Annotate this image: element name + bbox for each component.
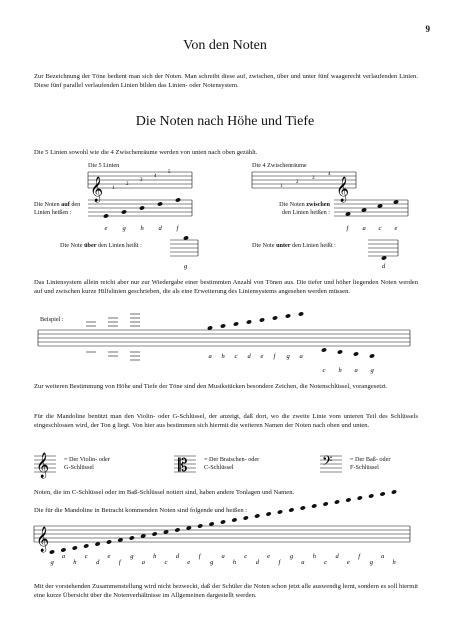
note-name: d [175, 553, 180, 560]
line-number: 3 [140, 178, 143, 183]
alto-clef-icon: 𝄡 [178, 456, 188, 475]
note-name: a [299, 353, 303, 360]
line-number: 1 [112, 186, 115, 191]
note-head [49, 549, 55, 554]
note-name: f [273, 353, 276, 360]
space-number: 2 [296, 180, 299, 185]
note-name: a [354, 367, 358, 374]
mandolin-paragraph: Für die Mandoline benützt man den Violin- oder G-Schlüssel, der anzeigt, daß dort, wo die zweite Linie vom unteren Teil des Schlüssels eingeschlossen wird, der Ton g liegt. Von hier aus bestimmen sich hiermit die weiteren Namen der Noten nach oben und unten. [34, 413, 418, 429]
note-head [285, 313, 291, 318]
note-name: c [164, 559, 168, 566]
treble-clef-icon: 𝄞 [36, 526, 50, 551]
note-head [129, 535, 135, 540]
space-number: 1 [280, 184, 283, 189]
note-name: d [96, 559, 100, 566]
note-heads [49, 197, 399, 554]
note-name: e [260, 353, 264, 360]
note-name: g [50, 559, 54, 566]
clef-paragraph: Zur weiteren Bestimmung von Höhe und Tiefe der Töne sind den Musikstücken besondere Zeichen, die Notenschlüssel, vorangesetzt. [34, 383, 388, 390]
note-name: h [338, 367, 342, 374]
note-head [139, 205, 145, 210]
note-name: h [221, 353, 225, 360]
note-head [220, 323, 226, 328]
line-number: 5 [168, 170, 171, 175]
note-head [72, 545, 78, 550]
note-name: g [130, 553, 134, 560]
note-name: g [289, 553, 294, 560]
note-name: f [118, 559, 121, 566]
note-name: c [244, 553, 248, 560]
space-number: 3 [312, 176, 315, 181]
note-name: e [346, 559, 350, 566]
note-head [197, 523, 203, 528]
note-name: g [122, 225, 126, 232]
note-name: g [184, 263, 188, 270]
note-head [152, 531, 158, 536]
note-head [103, 213, 109, 218]
note-name: c [322, 367, 326, 374]
note-name: f [278, 559, 281, 566]
alto-clef-caption: = Der Bratschen- oder C-Schlüssel [204, 456, 260, 471]
note-head [321, 347, 327, 352]
mandolin-notes-label: Die für die Mandoline in Betracht kommenden Noten sind folgende und heißen : [34, 507, 248, 514]
note-head [259, 317, 265, 322]
treble-clef-icon: 𝄞 [90, 176, 104, 201]
note-head [157, 201, 163, 206]
treble-clef-icon: 𝄞 [36, 452, 50, 477]
note-head [345, 497, 351, 502]
note-name: a [61, 553, 66, 560]
bass-clef-icon: 𝄢 [322, 455, 333, 472]
note-name: f [358, 553, 361, 560]
note-name: h [153, 553, 157, 560]
note-name: a [141, 559, 145, 566]
note-head [298, 311, 304, 316]
note-name: e [104, 225, 108, 232]
other-clefs-paragraph: Noten, die im C-Schlüssel oder im Baß-Schlüssel notiert sind, haben andere Tonlagen und Namen. [34, 489, 295, 496]
note-head [334, 499, 340, 504]
note-name: d [158, 225, 162, 232]
ledger-paragraph: Das Liniensystem allein reicht aber nur zur Wiedergabe einer bestimmten Anzahl von Tönen aus. Die tiefer und höher liegenden Noten werden auf und zwischen kurze Hilfslinien geschrieben, die als eine Erweiterung des Liniensystems angesehen werden müssen. [34, 279, 418, 295]
notes-between-label: Die Noten zwischen den Linien heißen : [279, 201, 330, 216]
space-number: 4 [328, 172, 331, 177]
note-head [174, 527, 180, 532]
note-head [246, 319, 252, 324]
note-head [106, 539, 112, 544]
note-name: g [370, 367, 374, 374]
note-name: e [107, 553, 111, 560]
mandolin-range-staff [34, 526, 410, 542]
note-name: h [73, 559, 77, 566]
note-head [220, 519, 226, 524]
note-head [175, 197, 181, 202]
note-head [243, 515, 249, 520]
staff-lines-label: Die 5 Linien [88, 162, 120, 169]
staff-note-above [170, 240, 198, 256]
note-above-label: Die Note über den Linien heißt : [60, 242, 142, 249]
staff-note-below [368, 240, 398, 256]
line-number: 2 [126, 182, 129, 187]
note-name: e [394, 225, 398, 232]
note-name: a [301, 559, 305, 566]
staff-spaces-label: Die 4 Zwischenräume [252, 162, 307, 169]
note-name: d [247, 353, 251, 360]
note-name: c [234, 353, 238, 360]
note-name: d [335, 553, 339, 560]
note-head [369, 353, 375, 358]
line-number: 4 [154, 174, 157, 179]
note-head [60, 547, 66, 552]
note-name: f [176, 225, 179, 232]
note-head [233, 321, 239, 326]
note-name: g [286, 353, 290, 360]
note-head [337, 349, 343, 354]
page-title: Von den Noten [183, 38, 267, 53]
note-name: d [382, 263, 386, 270]
note-head [353, 351, 359, 356]
treble-clef-caption: = Der Violin- oder G-Schlüssel [64, 456, 110, 471]
note-name: e [187, 559, 191, 566]
note-head [231, 517, 237, 522]
note-head [121, 209, 127, 214]
note-name: e [267, 553, 270, 560]
intro-paragraph: Zur Bezeichnung der Töne bedient man sich der Noten. Man schreibt diese auf, zwischen, über und unter fünf waagerecht verlaufenden Linien. Diese fünf parallel verlaufenden Linien bilden das Linien- oder Notensystem. [34, 73, 418, 89]
closing-paragraph: Mit der vorstehenden Zusammenstellung wird nicht bezweckt, daß der Schüler die Noten schon jetzt alle auswendig lernt, sondern es soll hiermit eine kurze Übersicht über die Notenverhältnisse im Allgemeinen dargestellt werden. [34, 583, 418, 599]
note-name: a [208, 353, 212, 360]
note-name: a [381, 553, 385, 560]
note-name: f [198, 553, 201, 560]
note-below-label: Die Note unter den Linien heißt : [252, 242, 336, 249]
note-head [83, 543, 89, 548]
note-name: g [210, 559, 214, 566]
note-head [272, 315, 278, 320]
note-name: h [312, 553, 316, 560]
note-name: c [324, 559, 327, 566]
treble-clef-icon: 𝄞 [336, 176, 350, 201]
notes-on-lines-label: Die Noten auf den Linien heißen : [34, 201, 81, 216]
note-name: a [362, 225, 366, 232]
note-name: a [221, 553, 225, 560]
note-name: h [232, 559, 237, 566]
note-name: c [84, 553, 88, 560]
note-name: c [378, 225, 382, 232]
note-name: d [255, 559, 259, 566]
note-name: h [140, 225, 144, 232]
note-name: g [369, 559, 373, 566]
page-number: 9 [425, 24, 430, 34]
note-name: h [392, 559, 396, 566]
bass-clef-caption: = Der Baß- oder F-Schlüssel [350, 456, 391, 471]
lines-intro-text: Die 5 Linien sowohl wie die 4 Zwischenräume werden von unten nach oben gezählt. [34, 149, 258, 156]
note-name: f [346, 225, 349, 232]
example-label: Beispiel : [40, 316, 64, 323]
section-heading: Die Noten nach Höhe und Tiefe [135, 114, 315, 129]
